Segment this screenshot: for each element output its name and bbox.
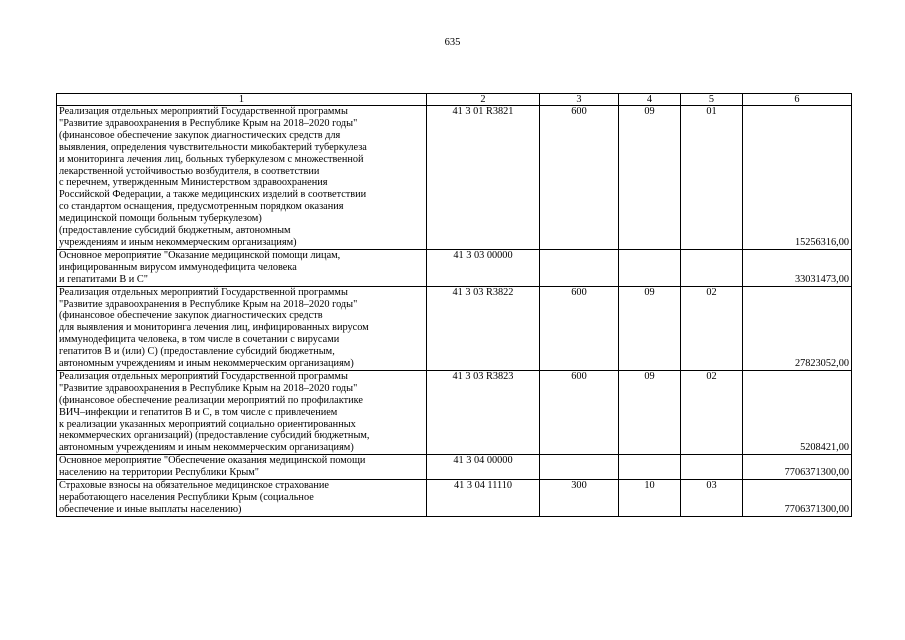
row-pr-cell: 03	[681, 480, 743, 517]
row-name-cell	[57, 455, 427, 480]
row-pr-cell	[681, 249, 743, 286]
header-cell-rz: 4	[619, 94, 681, 106]
row-rz-cell: 09	[619, 370, 681, 454]
row-name-line: Страховые взносы на обязательное медицинское страхование	[59, 480, 329, 492]
row-amount-cell: 7706371300,00	[743, 480, 852, 517]
row-name-line: населению на территории Республики Крым"	[59, 467, 260, 479]
row-name-line: некоммерческих организаций) (предоставление субсидий бюджетным,	[59, 430, 370, 442]
row-code-cell: 41 3 03 00000	[427, 249, 540, 286]
row-name-line: к реализации указанных мероприятий социально ориентированных	[59, 418, 356, 430]
row-name-line: учреждениям и иным некоммерческим организациям)	[59, 236, 297, 248]
table-row	[57, 455, 852, 480]
header-cell-pr: 5	[681, 94, 743, 106]
row-rz-cell: 09	[619, 286, 681, 370]
row-name-line: Реализация отдельных мероприятий Государственной программы	[59, 106, 348, 117]
row-code-cell: 41 3 03 R3823	[427, 370, 540, 454]
row-vr-cell: 600	[540, 286, 619, 370]
header-cell-code: 2	[427, 94, 540, 106]
row-name-line: инфицированным вирусом иммунодефицита человека	[59, 261, 297, 273]
row-name-cell	[57, 249, 427, 286]
table-row	[57, 106, 852, 250]
row-rz-cell: 09	[619, 106, 681, 250]
table-row	[57, 480, 852, 517]
row-name-line: медицинской помощи больным туберкулезом)	[59, 213, 262, 225]
row-name-line: с перечнем, утвержденным Министерством здравоохранения	[59, 177, 328, 189]
row-amount-cell: 15256316,00	[743, 106, 852, 250]
row-name-line: (финансовое обеспечение реализации мероприятий по профилактике	[59, 394, 363, 406]
row-name-line: (финансовое обеспечение закупок диагностических средств для	[59, 129, 341, 141]
row-vr-cell	[540, 249, 619, 286]
row-code-cell: 41 3 04 11110	[427, 480, 540, 517]
table-row	[57, 370, 852, 454]
row-rz-cell	[619, 455, 681, 480]
table-row	[57, 249, 852, 286]
budget-table	[56, 93, 852, 517]
row-name-line: со стандартом оснащения, предусмотренным порядком оказания	[59, 201, 344, 213]
header-row	[57, 94, 852, 106]
header-cell-vr: 3	[540, 94, 619, 106]
row-vr-cell: 300	[540, 480, 619, 517]
row-name-cell	[57, 286, 427, 370]
row-pr-cell: 02	[681, 286, 743, 370]
row-code-cell: 41 3 03 R3822	[427, 286, 540, 370]
row-rz-cell	[619, 249, 681, 286]
row-amount-cell: 7706371300,00	[743, 455, 852, 480]
row-name-line: "Развитие здравоохранения в Республике Крым на 2018–2020 годы"	[59, 298, 358, 310]
row-vr-cell: 600	[540, 370, 619, 454]
row-name-line: гепатитов В и (или) С) (предоставление субсидий бюджетным,	[59, 346, 335, 358]
row-name-line: лекарственной устойчивостью возбудителя, в соответствии	[59, 165, 320, 177]
row-name-line: автономным учреждениям и иным некоммерческим организациям)	[59, 442, 354, 454]
row-name-line: и гепатитами В и С"	[59, 273, 148, 285]
row-name-line: иммунодефицита человека, в том числе в сочетании с вирусами	[59, 334, 340, 346]
header-cell-name: 1	[57, 94, 427, 106]
row-vr-cell: 600	[540, 106, 619, 250]
row-name-line: Реализация отдельных мероприятий Государственной программы	[59, 370, 348, 382]
row-pr-cell	[681, 455, 743, 480]
row-name-line: неработающего населения Республики Крым (социальное	[59, 492, 314, 503]
row-name-cell	[57, 370, 427, 454]
row-name-line: обеспечение и иные выплаты населению)	[59, 503, 242, 515]
row-name-line: "Развитие здравоохранения в Республике Крым на 2018–2020 годы"	[59, 117, 358, 129]
row-pr-cell: 01	[681, 106, 743, 250]
row-name-line: для выявления и мониторинга лечения лиц, инфицированных вирусом	[59, 322, 369, 334]
row-amount-cell: 27823052,00	[743, 286, 852, 370]
row-amount-cell: 33031473,00	[743, 249, 852, 286]
row-name-line: ВИЧ–инфекции и гепатитов В и С, в том числе с привлечением	[59, 406, 338, 418]
row-name-line: (финансовое обеспечение закупок диагностических средств	[59, 310, 323, 322]
row-name-line: "Развитие здравоохранения в Республике Крым на 2018–2020 годы"	[59, 382, 358, 394]
row-code-cell: 41 3 04 00000	[427, 455, 540, 480]
row-amount-cell: 5208421,00	[743, 370, 852, 454]
row-pr-cell: 02	[681, 370, 743, 454]
table-row	[57, 286, 852, 370]
row-code-cell: 41 3 01 R3821	[427, 106, 540, 250]
header-cell-amount: 6	[743, 94, 852, 106]
row-name-line: Основное мероприятие "Обеспечение оказания медицинской помощи	[59, 455, 366, 467]
row-rz-cell: 10	[619, 480, 681, 517]
row-name-line: (предоставление субсидий бюджетным, автономным	[59, 225, 291, 237]
row-name-line: и мониторинга лечения лиц, больных туберкулезом с множественной	[59, 153, 364, 165]
row-name-line: Основное мероприятие "Оказание медицинской помощи лицам,	[59, 249, 341, 261]
row-name-line: выявления, определения чувствительности микобактерий туберкулеза	[59, 141, 367, 153]
row-name-cell	[57, 106, 427, 250]
row-name-line: Российской Федерации, а также медицинских изделий в соответствии	[59, 189, 367, 201]
row-name-cell	[57, 480, 427, 517]
page-number: 635	[444, 37, 461, 48]
row-name-line: автономным учреждениям и иным некоммерческим организациям)	[59, 358, 354, 370]
row-name-line: Реализация отдельных мероприятий Государственной программы	[59, 286, 348, 298]
table-body	[57, 106, 852, 517]
row-vr-cell	[540, 455, 619, 480]
